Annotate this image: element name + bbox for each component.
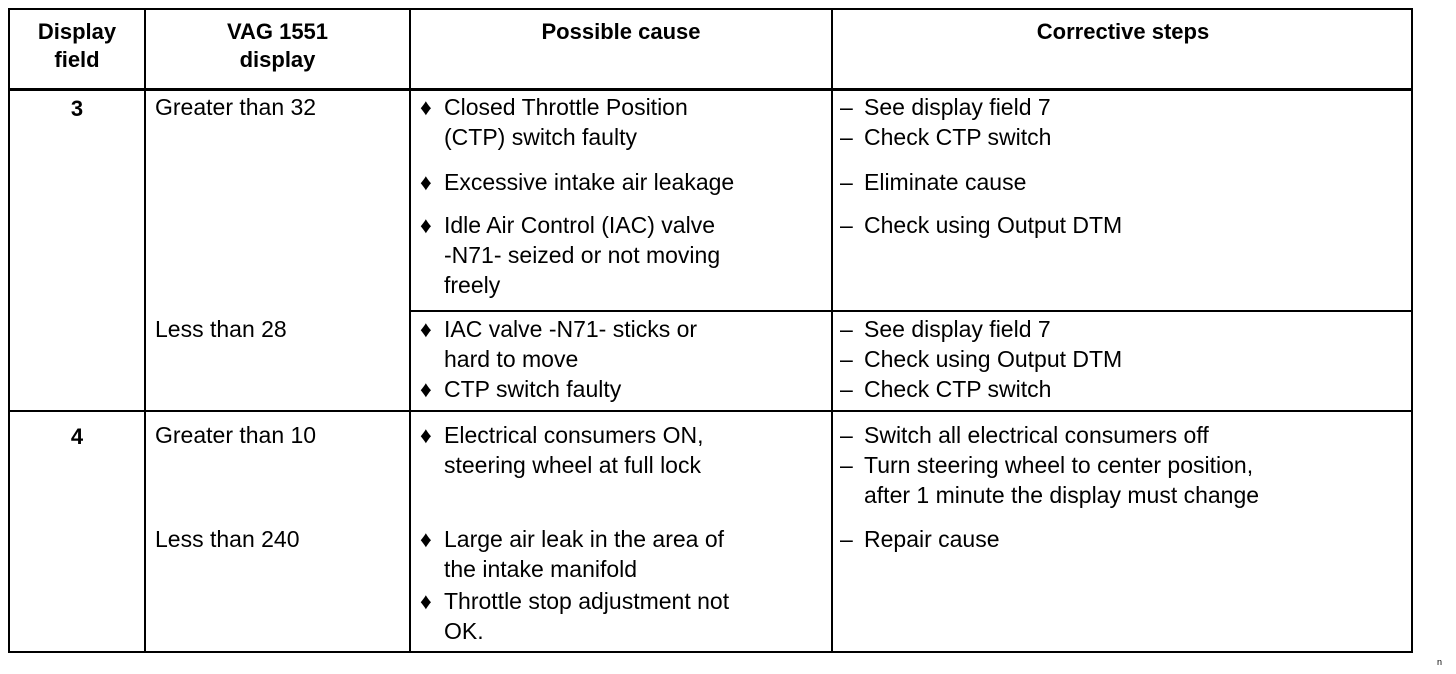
vag-display-value: Less than 240 xyxy=(155,526,300,552)
header-rule xyxy=(8,88,1413,91)
subrow-rule xyxy=(410,310,1413,312)
vag-display-value: Greater than 32 xyxy=(155,94,317,120)
column-divider xyxy=(409,8,411,653)
display-field-number: 4 xyxy=(70,424,84,449)
corner-mark: n xyxy=(1437,657,1443,667)
header-vag-display: VAG 1551 display xyxy=(226,19,329,72)
display-field-number: 3 xyxy=(70,96,84,121)
column-divider xyxy=(831,8,833,653)
column-divider xyxy=(144,8,146,653)
header-display-field: Display field xyxy=(37,19,117,72)
header-possible-cause: Possible cause xyxy=(541,19,701,44)
header-corrective-steps: Corrective steps xyxy=(1036,19,1210,44)
row-rule xyxy=(8,410,1413,412)
vag-display-value: Greater than 10 xyxy=(155,422,317,448)
vag-display-value: Less than 28 xyxy=(155,316,287,342)
